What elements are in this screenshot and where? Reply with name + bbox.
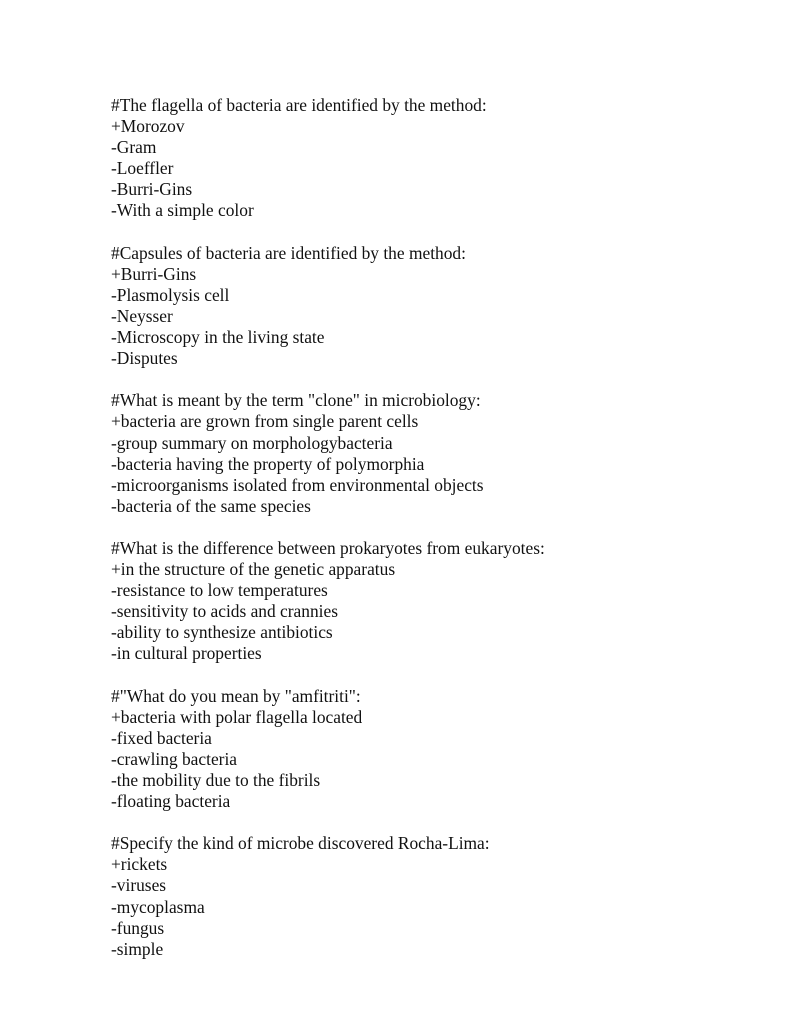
answer-option: -in cultural properties [111, 643, 262, 664]
question-block-6 [111, 833, 751, 960]
answer-option: -floating bacteria [111, 791, 231, 812]
answer-option: -the mobility due to the fibrils [111, 770, 321, 790]
answer-option: +bacteria with polar flagella located [111, 706, 363, 727]
question-block-3 [111, 390, 751, 517]
answer-option: -viruses [111, 875, 167, 896]
answer-option: -Loeffler [111, 158, 174, 179]
answer-option: -Disputes [111, 348, 178, 369]
answer-option: -Gram [111, 137, 157, 158]
answer-option: -group summary on morphologybacteria [111, 432, 393, 453]
answer-option: -fungus [111, 917, 165, 938]
answer-option: -ability to synthesize antibiotics [111, 622, 333, 643]
answer-option: -resistance to low temperatures [111, 580, 328, 601]
answer-option: +bacteria are grown from single parent cells [111, 411, 419, 432]
question-text: #"What do you mean by "amfitriti": [111, 685, 361, 706]
answer-option: +in the structure of the genetic apparatus [111, 559, 396, 580]
question-text: #What is the difference between prokaryotes from eukaryotes: [111, 537, 545, 558]
question-block-2 [111, 243, 751, 370]
answer-option: -mycoplasma [111, 896, 205, 917]
question-text: #Specify the kind of microbe discovered Rocha-Lima: [111, 833, 490, 854]
answer-option: -bacteria of the same species [111, 495, 311, 516]
answer-option: -fixed bacteria [111, 727, 212, 748]
answer-option: -Microscopy in the living state [111, 327, 325, 348]
answer-option: -bacteria having the property of polymorphia [111, 453, 425, 474]
answer-option: -sensitivity to acids and crannies [111, 601, 338, 622]
answer-option: -Plasmolysis cell [111, 284, 230, 305]
answer-option: +Burri-Gins [111, 263, 197, 284]
answer-option: +rickets [111, 854, 168, 875]
answer-option: -Neysser [111, 305, 173, 326]
question-block-1 [111, 95, 751, 222]
question-block-5 [111, 686, 751, 813]
question-block-4 [111, 538, 751, 665]
answer-option: -simple [111, 938, 164, 959]
answer-option: -Burri-Gins [111, 179, 193, 200]
answer-option: -crawling bacteria [111, 748, 238, 769]
question-text: #Capsules of bacteria are identified by the method: [111, 242, 466, 263]
answer-option: -microorganisms isolated from environmental objects [111, 474, 484, 495]
answer-option: +Morozov [111, 116, 185, 137]
answer-option: -With a simple color [111, 200, 254, 221]
question-text: #The flagella of bacteria are identified by the method: [111, 95, 487, 115]
page-content [111, 95, 751, 981]
question-text: #What is meant by the term "clone" in microbiology: [111, 390, 481, 411]
